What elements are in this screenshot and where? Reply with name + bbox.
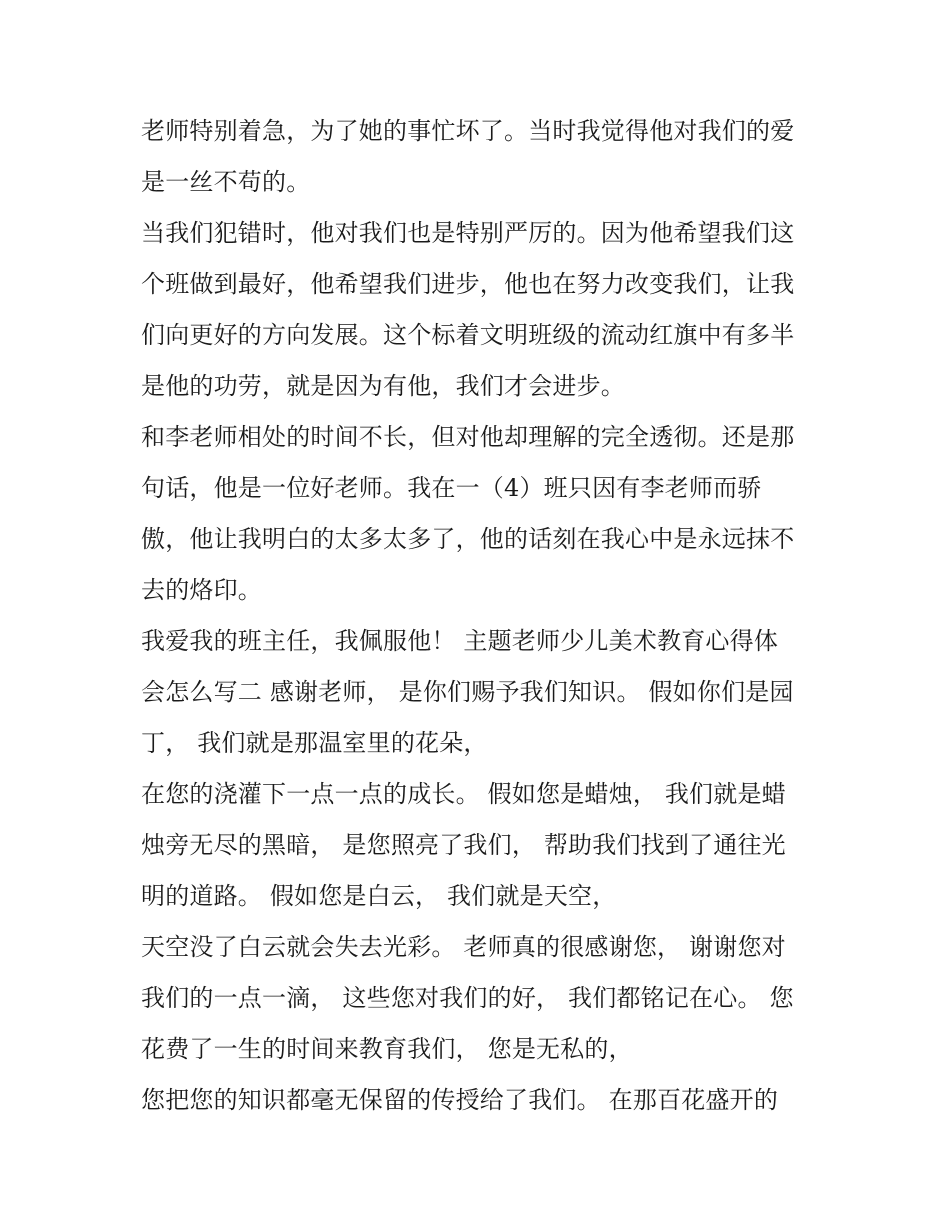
document-body	[141, 106, 831, 1126]
text-line: 是一丝不苟的。	[141, 168, 311, 196]
text-line: 您把您的知识都毫无保留的传授给了我们。 在那百花盛开的	[141, 1086, 779, 1114]
text-line: 去的烙印。	[141, 576, 262, 604]
text-line: 个班做到最好，他希望我们进步，他也在努力改变我们，让我	[141, 270, 795, 298]
text-line: 天空没了白云就会失去光彩。 老师真的很感谢您， 谢谢您对	[141, 933, 786, 961]
text-line: 句话，他是一位好老师。我在一（4）班只因有李老师而骄	[141, 474, 762, 502]
text-line: 们向更好的方向发展。这个标着文明班级的流动红旗中有多半	[141, 321, 795, 349]
text-line: 我爱我的班主任，我佩服他！ 主题老师少儿美术教育心得体	[141, 627, 779, 655]
text-line: 和李老师相处的时间不长，但对他却理解的完全透彻。还是那	[141, 423, 795, 451]
text-line: 傲，他让我明白的太多太多了，他的话刻在我心中是永远抹不	[141, 525, 795, 553]
text-line: 老师特别着急，为了她的事忙坏了。当时我觉得他对我们的爱	[141, 117, 795, 145]
text-line: 明的道路。 假如您是白云， 我们就是天空，	[141, 882, 617, 910]
text-line: 会怎么写二 感谢老师， 是你们赐予我们知识。 假如你们是园	[141, 678, 794, 706]
text-line: 是他的功劳，就是因为有他，我们才会进步。	[141, 372, 625, 400]
text-line: 在您的浇灌下一点一点的成长。 假如您是蜡烛， 我们就是蜡	[141, 780, 786, 808]
text-line: 当我们犯错时，他对我们也是特别严厉的。因为他希望我们这	[141, 219, 795, 247]
text-line: 丁， 我们就是那温室里的花朵，	[141, 729, 488, 757]
text-line: 花费了一生的时间来教育我们， 您是无私的，	[141, 1035, 633, 1063]
text-line: 我们的一点一滴， 这些您对我们的好， 我们都铭记在心。 您	[141, 984, 794, 1012]
text-line: 烛旁无尽的黑暗， 是您照亮了我们， 帮助我们找到了通往光	[141, 831, 786, 859]
